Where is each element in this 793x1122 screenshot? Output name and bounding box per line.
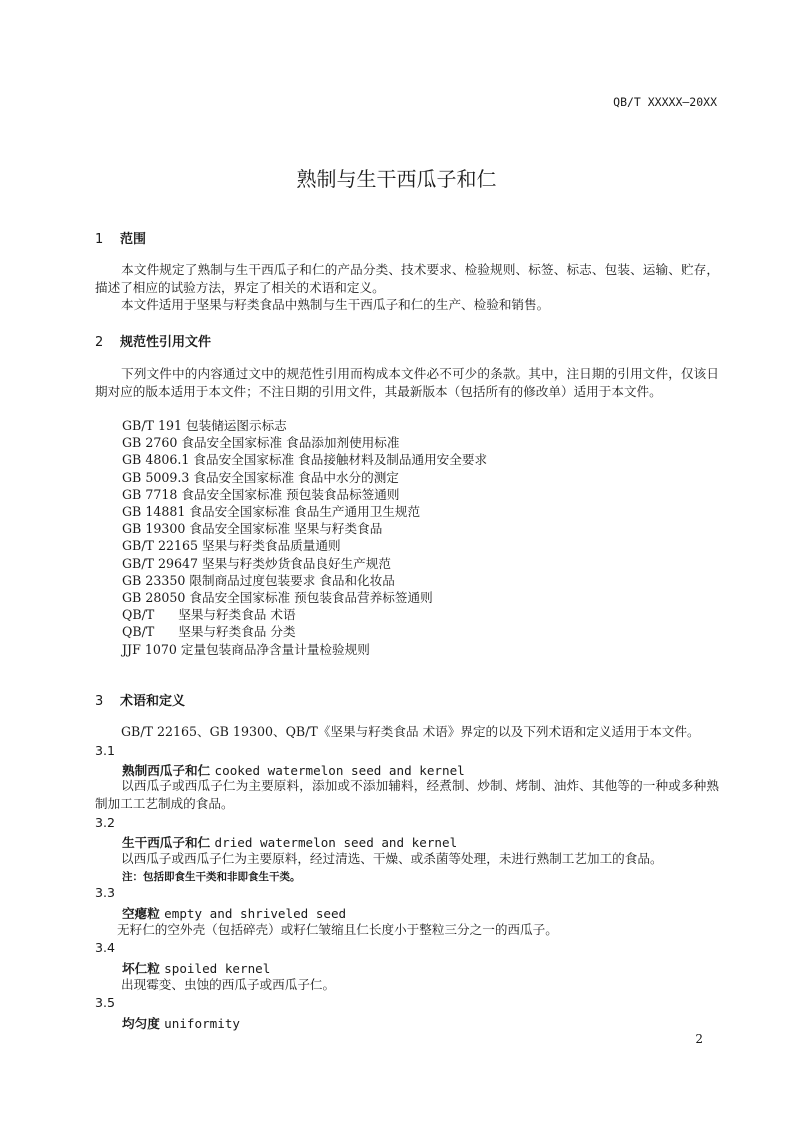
definition-text: 以西瓜子或西瓜子仁为主要原料，添加或不添加辅料，经煮制、炒制、烤制、油炸、其他等的一种或多种熟制加工工艺制成的食品。 — [95, 778, 719, 811]
document-title: 熟制与生干西瓜子和仁 — [296, 167, 497, 191]
reference-item: GB 4806.1 食品安全国家标准 食品接触材料及制品通用安全要求 — [122, 452, 488, 468]
term-zh: 坏仁粒 — [122, 961, 160, 976]
definition-text: 出现霉变、虫蚀的西瓜子或西瓜子仁。 — [121, 977, 336, 992]
term-definition — [95, 777, 719, 812]
reference-item: GB/T 191 包装储运图示标志 — [122, 418, 287, 433]
section-number: 2 — [95, 335, 104, 350]
reference-item: QB/T 坚果与籽类食品 分类 — [122, 624, 296, 640]
document-code: QB/T XXXXX—20XX — [613, 95, 717, 109]
reference-item: GB/T 29647 坚果与籽类炒货食品良好生产规范 — [122, 555, 391, 571]
section-1-heading — [95, 228, 146, 247]
reference-item: GB 23350 限制商品过度包装要求 食品和化妆品 — [122, 572, 395, 588]
section-3-heading — [95, 690, 185, 709]
reference-item: GB 7718 食品安全国家标准 预包装食品标签通则 — [122, 486, 400, 502]
term-zh: 空瘪粒 — [122, 906, 160, 921]
paragraph-text: 本文件规定了熟制与生干西瓜子和仁的产品分类、技术要求、检验规则、标签、标志、包装、运输、贮存，描述了相应的试验方法，界定了相关的术语和定义。 — [95, 262, 719, 295]
paragraph-text: 本文件适用于坚果与籽类食品中熟制与生干西瓜子和仁的生产、检验和销售。 — [121, 297, 550, 312]
reference-list — [122, 417, 487, 658]
section-2-paragraph — [95, 365, 719, 400]
reference-item: GB 5009.3 食品安全国家标准 食品中水分的测定 — [122, 469, 399, 485]
term-number: 3.3 — [95, 885, 116, 900]
term-definition — [95, 976, 719, 994]
term-number: 3.4 — [95, 940, 116, 955]
section-number: 3 — [95, 694, 104, 709]
definition-text: 以西瓜子或西瓜子仁为主要原料，经过清选、干燥、或杀菌等处理，未进行熟制工艺加工的食品。 — [121, 851, 663, 866]
reference-item: GB 19300 食品安全国家标准 坚果与籽类食品 — [122, 521, 383, 537]
section-number: 1 — [95, 232, 104, 247]
term-en: dried watermelon seed and kernel — [214, 835, 458, 850]
section-1-paragraph-1 — [95, 261, 719, 296]
term-name — [122, 903, 346, 922]
section-3-intro — [95, 723, 719, 741]
reference-item: GB 14881 食品安全国家标准 食品生产通用卫生规范 — [122, 504, 421, 520]
term-zh: 熟制西瓜子和仁 — [122, 763, 211, 778]
reference-item: QB/T 坚果与籽类食品 术语 — [122, 607, 296, 623]
section-1-paragraph-2 — [95, 296, 719, 314]
paragraph-text: 下列文件中的内容通过文中的规范性引用而构成本文件必不可少的条款。其中，注日期的引用文件，仅该日期对应的版本适用于本文件；不注日期的引用文件，其最新版本（包括所有的修改单）适用于本文件。 — [95, 366, 719, 399]
term-definition — [95, 921, 719, 939]
definition-text: 无籽仁的空外壳（包括碎壳）或籽仁皱缩且仁长度小于整粒三分之一的西瓜子。 — [117, 922, 558, 937]
term-definition — [95, 850, 719, 868]
term-en: cooked watermelon seed and kernel — [214, 763, 465, 778]
reference-item: JJF 1070 定量包装商品净含量计量检验规则 — [122, 641, 370, 657]
reference-item: GB 28050 食品安全国家标准 预包装食品营养标签通则 — [122, 590, 433, 606]
section-2-heading — [95, 331, 211, 350]
term-number: 3.5 — [95, 995, 116, 1010]
section-title: 范围 — [120, 232, 147, 247]
term-en: empty and shriveled seed — [164, 906, 347, 921]
section-title: 规范性引用文件 — [120, 335, 212, 350]
page-number: 2 — [695, 1032, 703, 1046]
term-en: spoiled kernel — [164, 961, 271, 976]
term-name — [122, 1013, 240, 1032]
reference-item: GB 2760 食品安全国家标准 食品添加剂使用标准 — [122, 435, 400, 451]
section-title: 术语和定义 — [120, 694, 186, 709]
term-number: 3.1 — [95, 743, 116, 758]
term-number: 3.2 — [95, 815, 116, 830]
term-name — [122, 958, 270, 977]
paragraph-text: GB/T 22165、GB 19300、QB/T《坚果与籽类食品 术语》界定的以及下列术语和定义适用于本文件。 — [121, 724, 700, 739]
term-zh: 生干西瓜子和仁 — [122, 835, 211, 850]
term-note: 注：包括即食生干类和非即食生干类。 — [122, 871, 301, 883]
reference-item: GB/T 22165 坚果与籽类食品质量通则 — [122, 538, 341, 554]
term-zh: 均匀度 — [122, 1016, 160, 1031]
term-en: uniformity — [164, 1016, 240, 1031]
term-name — [122, 832, 457, 851]
